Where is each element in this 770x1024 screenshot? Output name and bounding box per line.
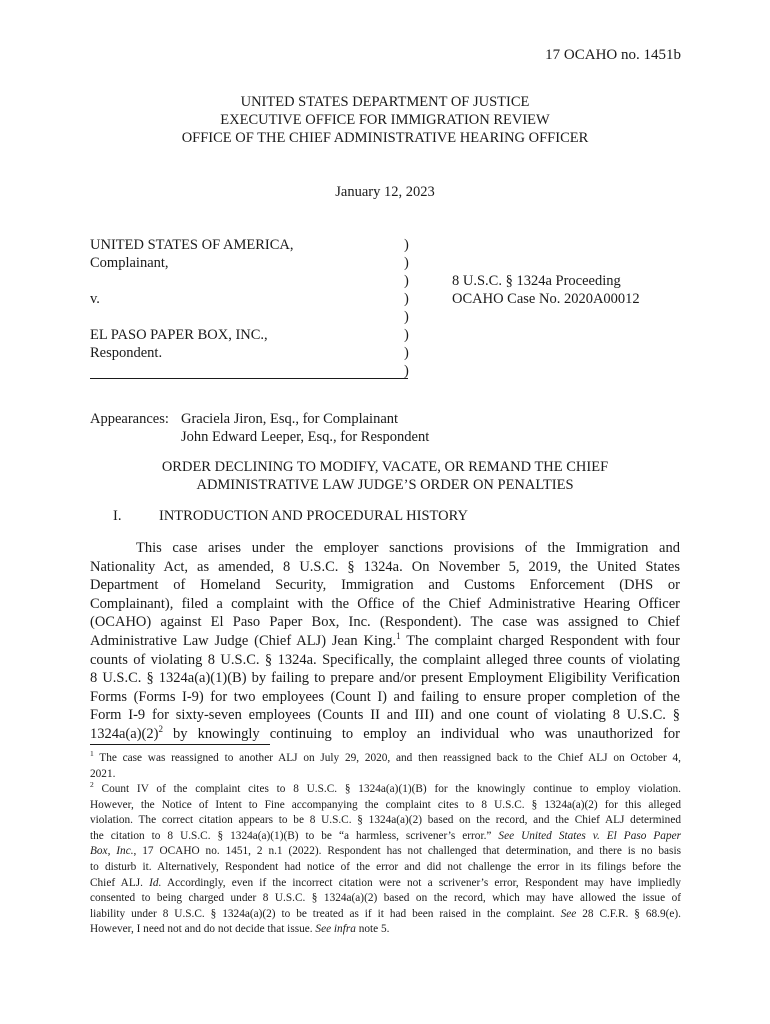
footnote-text: note 5. bbox=[355, 923, 390, 936]
body-line: 8 U.S.C. § 1324a(a)(1)(B) by failing to prepare and/or present Employment Eligibility Verification bbox=[90, 670, 680, 687]
body-paragraph bbox=[90, 539, 680, 744]
complainant-role: Complainant, bbox=[90, 255, 169, 271]
footnote-separator bbox=[90, 744, 270, 745]
proceeding-type: 8 U.S.C. § 1324a Proceeding bbox=[452, 273, 621, 289]
caption-underline bbox=[90, 378, 408, 379]
footnote-line bbox=[90, 922, 681, 938]
footnote-1 bbox=[90, 751, 681, 782]
footnote-line bbox=[90, 844, 681, 860]
appearance-complainant: Graciela Jiron, Esq., for Complainant bbox=[181, 411, 399, 427]
body-text: The complaint charged Respondent with four bbox=[400, 632, 680, 649]
footnote-line: 2021. bbox=[90, 767, 116, 780]
body-line: Complainant), filed a complaint with the Office of the Chief Administrative Hearing Officer bbox=[90, 595, 680, 612]
footnote-text: liability under 8 U.S.C. § 1324a(a)(2) to be treated as if it had been raised in the complaint. bbox=[90, 907, 561, 920]
footnote-text: Chief ALJ. bbox=[90, 876, 150, 889]
footnote-2 bbox=[90, 782, 681, 938]
footnote-text: The case was reassigned to another ALJ on July 29, 2020, and then reassigned back to the Chief ALJ on October 4, bbox=[93, 752, 681, 764]
respondent-name: EL PASO PAPER BOX, INC., bbox=[90, 327, 268, 343]
footnote-citation: Box, Inc. bbox=[90, 845, 134, 858]
body-line: Form I-9 for sixty-seven employees (Counts II and III) and one count of violating 8 U.S.C. § bbox=[90, 707, 680, 724]
footnote-line bbox=[90, 751, 681, 767]
footnote-line bbox=[90, 782, 681, 798]
footnote-citation: See bbox=[560, 907, 577, 920]
footnote-text: Accordingly, even if the incorrect citation were not a scrivener’s error, Respondent may have impliedly bbox=[161, 876, 681, 889]
agency-header-line-2: EXECUTIVE OFFICE FOR IMMIGRATION REVIEW bbox=[220, 112, 550, 128]
body-line: counts of violating 8 U.S.C. § 1324a. Specifically, the complaint alleged three counts of violating bbox=[90, 651, 680, 668]
body-line: Nationality Act, as amended, 8 U.S.C. § 1324a. On November 5, 2019, the United States bbox=[90, 558, 680, 575]
footnote-citation: See infra bbox=[315, 923, 356, 936]
footnote-line: consented to being charged under 8 U.S.C. § 1324a(a)(2) based on the record, which may have allowed the issue of bbox=[90, 892, 681, 905]
footnote-line bbox=[90, 876, 681, 892]
footnote-line: violation. The correct citation appears to be 8 U.S.C. § 1324a(a)(2) based on the record, and the Chief ALJ determined bbox=[90, 814, 681, 827]
footnote-line bbox=[90, 829, 681, 845]
body-line bbox=[90, 725, 680, 744]
footnote-number: 2 bbox=[90, 780, 94, 790]
footnote-text: However, I need not and do not decide that issue. bbox=[90, 923, 316, 936]
footnote-line: to disturb it. Alternatively, Respondent had notice of the error and did not challenge the error in its filings before the bbox=[90, 860, 681, 873]
caption-paren: ) bbox=[404, 327, 409, 343]
versus: v. bbox=[90, 291, 100, 307]
caption-paren: ) bbox=[404, 309, 409, 325]
caption-paren: ) bbox=[404, 345, 409, 361]
caption-paren: ) bbox=[404, 273, 409, 289]
agency-header-line-3: OFFICE OF THE CHIEF ADMINISTRATIVE HEARING OFFICER bbox=[181, 130, 589, 146]
body-text: 1324a(a)(2) bbox=[90, 725, 159, 742]
caption-paren: ) bbox=[404, 363, 409, 379]
complainant-name: UNITED STATES OF AMERICA, bbox=[90, 237, 294, 253]
caption-paren: ) bbox=[404, 291, 409, 307]
section-number: I. bbox=[113, 508, 122, 524]
body-line: Department of Homeland Security, Immigration and Customs Enforcement (DHS or bbox=[90, 577, 680, 594]
footnote-text: 28 C.F.R. § 68.9(e). bbox=[576, 907, 682, 920]
appearances-label: Appearances: bbox=[90, 411, 169, 427]
footnote-text: the citation to 8 U.S.C. § 1324a(a)(1)(B) to be “a harmless, scrivener’s error.” bbox=[90, 829, 499, 842]
footnote-citation: See United States v. El Paso Paper bbox=[498, 829, 682, 842]
footnote-line: However, the Notice of Intent to Fine accompanying the complaint cites to 8 U.S.C. § 1324a(a)(2) for this alleged bbox=[90, 798, 681, 811]
body-text: Administrative Law Judge (Chief ALJ) Jean King. bbox=[90, 632, 397, 649]
body-text: by knowingly continuing to employ an individual who was unauthorized for bbox=[162, 725, 680, 742]
body-line: (OCAHO) against El Paso Paper Box, Inc. (Respondent). The case was assigned to Chief bbox=[90, 614, 680, 631]
order-title-line-1: ORDER DECLINING TO MODIFY, VACATE, OR REMAND THE CHIEF bbox=[161, 459, 609, 475]
caption-paren: ) bbox=[404, 237, 409, 253]
order-title-line-2: ADMINISTRATIVE LAW JUDGE’S ORDER ON PENALTIES bbox=[196, 477, 574, 493]
footnote-ref-1[interactable]: 1 bbox=[396, 631, 401, 642]
appearance-respondent: John Edward Leeper, Esq., for Respondent bbox=[181, 429, 430, 445]
caption-paren: ) bbox=[404, 255, 409, 271]
body-line bbox=[90, 632, 680, 651]
footnote-ref-2[interactable]: 2 bbox=[158, 724, 163, 735]
case-number: OCAHO Case No. 2020A00012 bbox=[452, 291, 640, 307]
order-date: January 12, 2023 bbox=[335, 184, 435, 200]
body-line: This case arises under the employer sanctions provisions of the Immigration and bbox=[136, 540, 680, 556]
respondent-role: Respondent. bbox=[90, 345, 163, 361]
footnote-line bbox=[90, 907, 681, 923]
document-number: 17 OCAHO no. 1451b bbox=[545, 47, 681, 63]
footnote-text: , 17 OCAHO no. 1451, 2 n.1 (2022). Respondent has not challenged that determination, and there is no basis bbox=[133, 845, 681, 858]
body-line: Forms (Forms I-9) for two employees (Count I) and failing to ensure proper completion of the bbox=[90, 688, 680, 705]
footnote-text: Count IV of the complaint cites to 8 U.S.C. § 1324a(a)(1)(B) for the knowingly continue to employ violation. bbox=[93, 783, 681, 795]
agency-header-line-1: UNITED STATES DEPARTMENT OF JUSTICE bbox=[240, 94, 530, 110]
section-heading: INTRODUCTION AND PROCEDURAL HISTORY bbox=[159, 508, 468, 524]
footnote-number: 1 bbox=[90, 749, 94, 759]
footnote-citation: Id. bbox=[149, 876, 162, 889]
